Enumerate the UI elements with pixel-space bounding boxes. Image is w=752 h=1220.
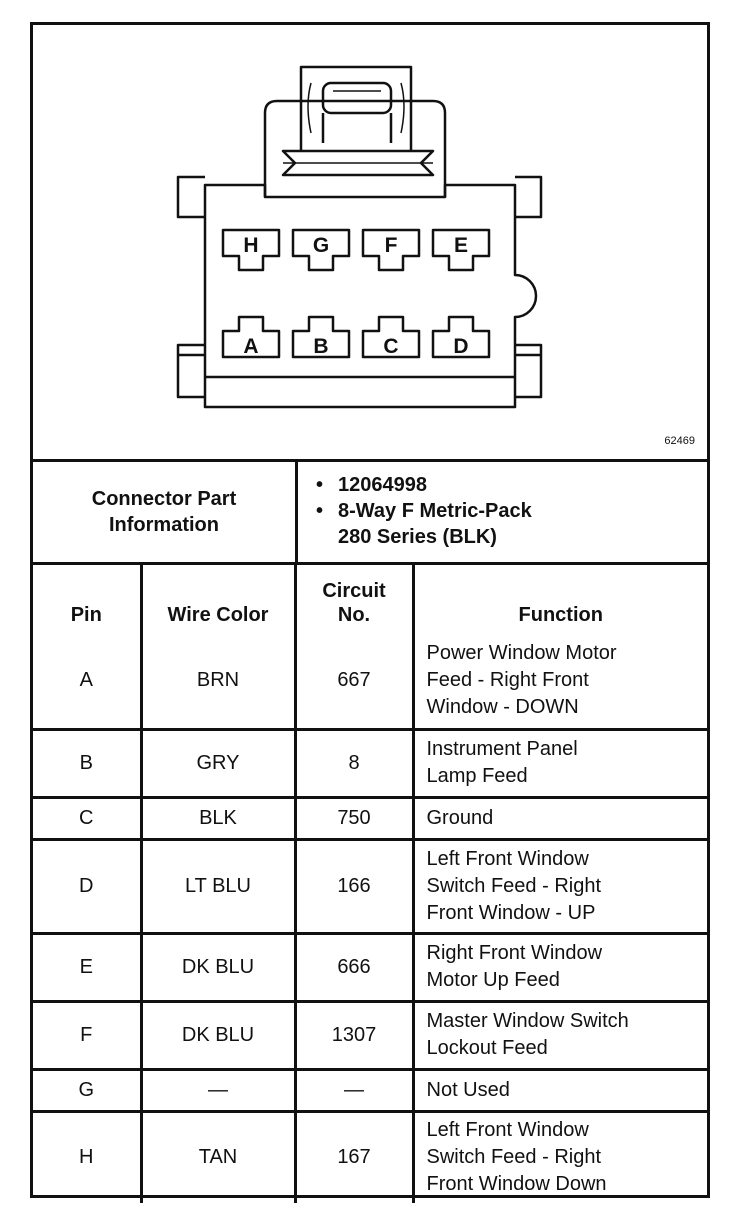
function-line: Motor Up Feed xyxy=(426,969,560,991)
pinout-table xyxy=(33,565,707,1203)
table-row xyxy=(33,633,707,729)
part-info-label xyxy=(33,462,298,562)
function-line: Front Window Down xyxy=(426,1173,607,1196)
right-top-tab xyxy=(515,177,541,217)
function-line: Switch Feed - Right xyxy=(426,1146,602,1169)
circuit-cell: 1307 xyxy=(295,1001,413,1069)
function-line: Instrument Panel xyxy=(426,738,578,760)
part-info-label-line1: Connector Part xyxy=(91,488,237,510)
pin-cell: F xyxy=(33,1001,141,1069)
function-line: Window - DOWN xyxy=(426,695,579,718)
function-cell xyxy=(413,797,707,839)
connector-type: • 8-Way F Metric-Pack 280 Series (BLK) xyxy=(338,498,707,550)
wire-color-cell: DK BLU xyxy=(141,933,295,1001)
pin-cell: E xyxy=(33,933,141,1001)
pin-label-a: A xyxy=(243,335,259,358)
pin-cell: D xyxy=(33,839,141,933)
circuit-cell: 167 xyxy=(295,1111,413,1203)
pin-label-c: C xyxy=(383,335,399,358)
table-row xyxy=(33,729,707,797)
pin-label-d: D xyxy=(453,335,469,358)
function-line: Switch Feed - Right xyxy=(426,874,602,897)
circuit-cell: 166 xyxy=(295,839,413,933)
function-cell xyxy=(413,1001,707,1069)
pin-cell: H xyxy=(33,1111,141,1203)
wire-color-cell: BRN xyxy=(141,633,295,729)
part-number: • 12064998 xyxy=(338,472,707,498)
function-cell xyxy=(413,633,707,729)
connector-diagram xyxy=(33,25,707,462)
part-info-list xyxy=(298,462,707,562)
pin-cell: B xyxy=(33,729,141,797)
function-cell xyxy=(413,729,707,797)
wire-color-cell: — xyxy=(141,1069,295,1111)
wire-color-cell: TAN xyxy=(141,1111,295,1203)
pin-cell: A xyxy=(33,633,141,729)
function-line: Lockout Feed xyxy=(426,1037,548,1059)
circuit-cell: 666 xyxy=(295,933,413,1001)
wire-color-header: Wire Color xyxy=(141,565,295,633)
table-row xyxy=(33,839,707,933)
table-header-row xyxy=(33,565,707,633)
function-cell xyxy=(413,839,707,933)
pin-cell: G xyxy=(33,1069,141,1111)
pin-cell: C xyxy=(33,797,141,839)
wire-color-cell: BLK xyxy=(141,797,295,839)
table-row xyxy=(33,797,707,839)
circuit-cell: — xyxy=(295,1069,413,1111)
wire-color-cell: LT BLU xyxy=(141,839,295,933)
circuit-cell: 750 xyxy=(295,797,413,839)
pin-header: Pin xyxy=(33,565,141,633)
figure-id: 62469 xyxy=(664,435,695,447)
function-header: Function xyxy=(413,565,707,633)
function-line: Right Front Window xyxy=(426,942,603,964)
left-bottom-tab xyxy=(178,345,205,397)
circuit-cell: 667 xyxy=(295,633,413,729)
pin-label-e: E xyxy=(453,234,469,257)
function-line: Feed - Right Front xyxy=(426,668,589,691)
wire-color-cell: GRY xyxy=(141,729,295,797)
connector-sheet xyxy=(30,22,710,1198)
function-line: Left Front Window xyxy=(426,847,589,870)
left-top-tab xyxy=(178,177,205,217)
wire-color-cell: DK BLU xyxy=(141,1001,295,1069)
function-line: Power Window Motor xyxy=(426,641,617,664)
function-line: Ground xyxy=(426,806,494,829)
function-cell xyxy=(413,1069,707,1111)
function-cell xyxy=(413,1111,707,1203)
function-line: Lamp Feed xyxy=(426,765,528,787)
latch-arm xyxy=(301,67,411,151)
right-bottom-tab xyxy=(515,345,541,397)
function-line: Master Window Switch xyxy=(426,1010,629,1032)
part-info-label-line2: Information xyxy=(109,514,219,536)
function-line: Left Front Window xyxy=(426,1119,589,1142)
connector-part-info xyxy=(33,462,707,565)
circuit-header: Circuit No. xyxy=(295,565,413,633)
circuit-cell: 8 xyxy=(295,729,413,797)
table-row xyxy=(33,933,707,1001)
latch-housing xyxy=(265,101,445,197)
table-row xyxy=(33,1111,707,1203)
connector-drawing xyxy=(33,25,707,459)
pin-label-b: B xyxy=(313,335,329,358)
connector-housing xyxy=(205,185,536,407)
function-cell xyxy=(413,933,707,1001)
table-row xyxy=(33,1069,707,1111)
table-row xyxy=(33,1001,707,1069)
pin-label-f: F xyxy=(384,234,398,257)
function-line: Front Window - UP xyxy=(426,901,596,924)
pin-label-g: G xyxy=(312,234,330,257)
pin-label-h: H xyxy=(243,234,259,257)
function-line: Not Used xyxy=(426,1078,510,1101)
